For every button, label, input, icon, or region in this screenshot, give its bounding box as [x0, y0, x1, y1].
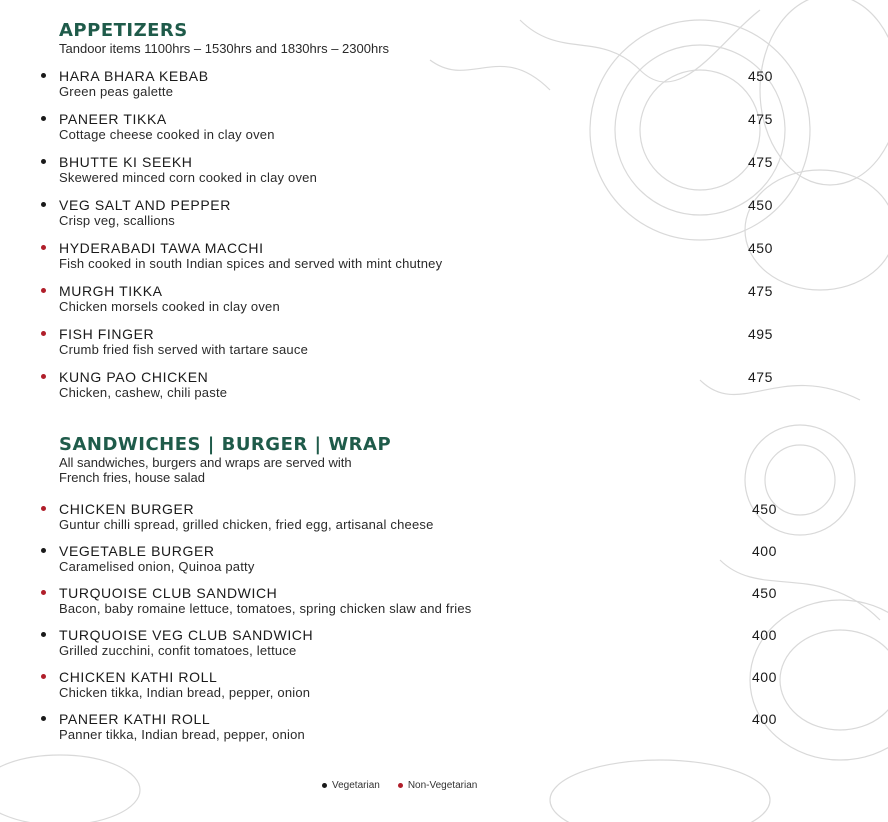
menu-item-description: Chicken morsels cooked in clay oven: [59, 299, 280, 314]
menu-item: [40, 543, 800, 579]
menu-item-name: PANEER TIKKA: [59, 111, 167, 127]
menu-item-price: 450: [752, 501, 777, 517]
menu-item-name: TURQUOISE VEG CLUB SANDWICH: [59, 627, 314, 643]
veg-dot-icon: [41, 632, 46, 637]
veg-dot-icon: [41, 159, 46, 164]
menu-item-price: 400: [752, 543, 777, 559]
menu-item: [40, 585, 800, 621]
menu-item-description: Crisp veg, scallions: [59, 213, 175, 228]
menu-item-price: 400: [752, 627, 777, 643]
veg-dot-icon: [41, 73, 46, 78]
menu-item: [40, 711, 800, 747]
nonveg-dot-icon: [41, 590, 46, 595]
menu-item: [40, 240, 800, 276]
menu-item-name: TURQUOISE CLUB SANDWICH: [59, 585, 278, 601]
menu-item: [40, 111, 800, 147]
menu-item-price: 450: [748, 68, 773, 84]
menu-item: [40, 197, 800, 233]
nonveg-dot-icon: [41, 331, 46, 336]
veg-dot-icon: [41, 202, 46, 207]
legend-nonveg-label: Non-Vegetarian: [407, 780, 478, 791]
menu-item-description: Cottage cheese cooked in clay oven: [59, 127, 275, 142]
nonveg-dot-icon: [41, 506, 46, 511]
menu-item-description: Skewered minced corn cooked in clay oven: [59, 170, 318, 185]
menu-item-description: Caramelised onion, Quinoa patty: [59, 559, 255, 574]
nonveg-dot-icon: [41, 674, 46, 679]
menu-item-price: 400: [752, 711, 777, 727]
menu-item-description: Panner tikka, Indian bread, pepper, onion: [59, 727, 305, 742]
veg-dot-icon: [322, 783, 327, 788]
menu-item-description: Grilled zucchini, confit tomatoes, lettuce: [59, 643, 297, 658]
menu-item-name: BHUTTE KI SEEKH: [59, 154, 193, 170]
menu-item: [40, 326, 800, 362]
menu-item-price: 400: [752, 669, 777, 685]
menu-item-name: HYDERABADI TAWA MACCHI: [59, 240, 264, 256]
section-note-sandwiches: All sandwiches, burgers and wraps are served with French fries, house salad: [59, 455, 352, 485]
menu-item: [40, 627, 800, 663]
sandwiches-section: [40, 434, 800, 754]
menu-item: [40, 154, 800, 190]
menu-item-description: Chicken, cashew, chili paste: [59, 385, 228, 400]
legend-veg-label: Vegetarian: [332, 780, 380, 791]
menu-item-name: HARA BHARA KEBAB: [59, 68, 209, 84]
section-title-sandwiches: SANDWICHES | BURGER | WRAP: [59, 434, 392, 455]
nonveg-dot-icon: [41, 245, 46, 250]
veg-dot-icon: [41, 548, 46, 553]
menu-item-description: Crumb fried fish served with tartare sauce: [59, 342, 308, 357]
menu-item: [40, 501, 800, 537]
menu-item-name: VEG SALT AND PEPPER: [59, 197, 231, 213]
nonveg-dot-icon: [398, 783, 403, 788]
section-note-appetizers: Tandoor items 1100hrs – 1530hrs and 1830hrs – 2300hrs: [59, 41, 390, 56]
menu-item-name: CHICKEN BURGER: [59, 501, 195, 517]
appetizers-section: [40, 18, 800, 408]
section-title-appetizers: APPETIZERS: [59, 20, 188, 41]
menu-item-price: 475: [748, 369, 773, 385]
menu-item-description: Bacon, baby romaine lettuce, tomatoes, spring chicken slaw and fries: [59, 601, 472, 616]
diet-legend: [322, 780, 495, 791]
nonveg-dot-icon: [41, 374, 46, 379]
menu-item-name: VEGETABLE BURGER: [59, 543, 215, 559]
menu-item-price: 450: [748, 240, 773, 256]
menu-item: [40, 669, 800, 705]
veg-dot-icon: [41, 716, 46, 721]
menu-item-price: 475: [748, 111, 773, 127]
veg-dot-icon: [41, 116, 46, 121]
menu-item-name: PANEER KATHI ROLL: [59, 711, 211, 727]
menu-item-name: CHICKEN KATHI ROLL: [59, 669, 218, 685]
menu-item-description: Green peas galette: [59, 84, 174, 99]
menu-item-price: 450: [748, 197, 773, 213]
menu-item: [40, 68, 800, 104]
menu-item-description: Guntur chilli spread, grilled chicken, fried egg, artisanal cheese: [59, 517, 434, 532]
menu-item-price: 475: [748, 283, 773, 299]
menu-item-name: FISH FINGER: [59, 326, 155, 342]
menu-item-name: KUNG PAO CHICKEN: [59, 369, 209, 385]
menu-item-description: Chicken tikka, Indian bread, pepper, onion: [59, 685, 311, 700]
menu-item-description: Fish cooked in south Indian spices and served with mint chutney: [59, 256, 443, 271]
nonveg-dot-icon: [41, 288, 46, 293]
menu-item-price: 495: [748, 326, 773, 342]
menu-item: [40, 369, 800, 405]
menu-item: [40, 283, 800, 319]
menu-item-price: 450: [752, 585, 777, 601]
menu-item-name: MURGH TIKKA: [59, 283, 163, 299]
menu-item-price: 475: [748, 154, 773, 170]
